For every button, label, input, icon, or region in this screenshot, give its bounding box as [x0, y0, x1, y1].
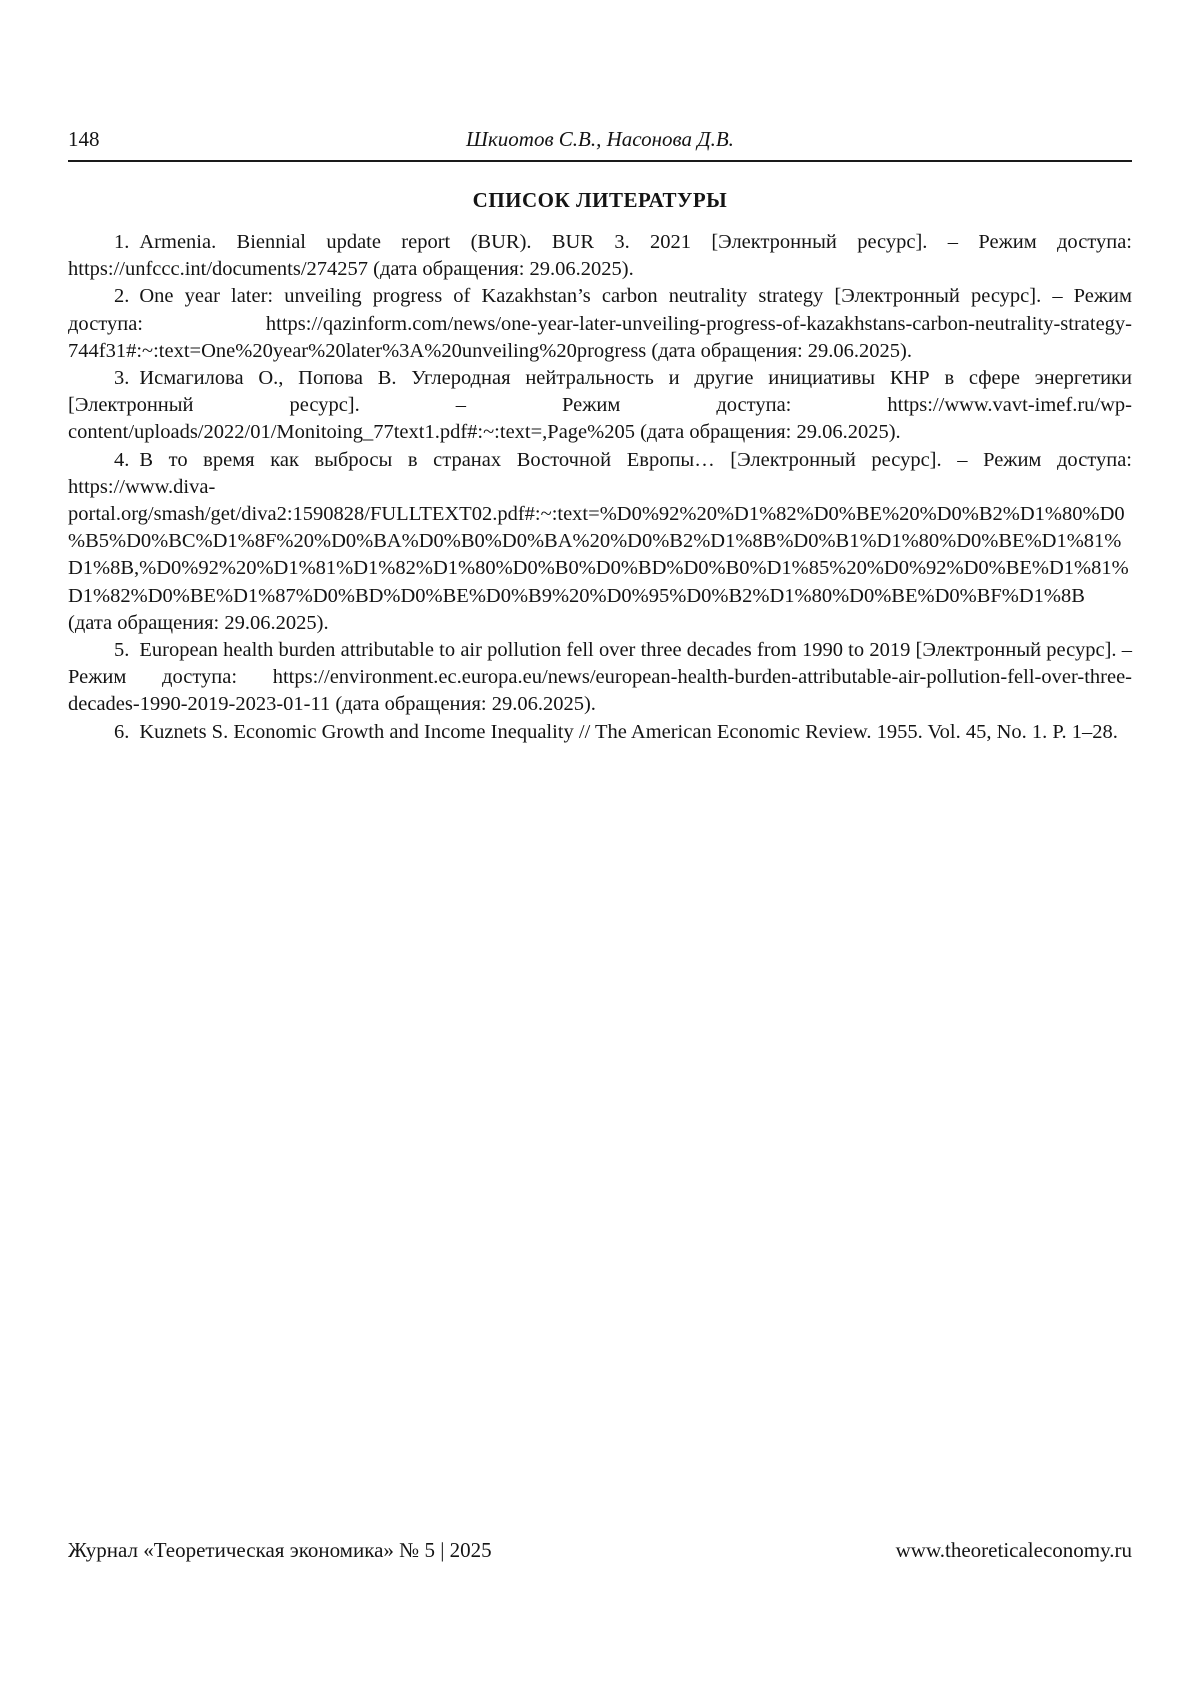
reference-text: European health burden attributable to air pollution fell over three decades from 1990 to 2019 [Электронный ресурс]. – Режим доступа: https://environment.ec.europa.eu/news/european-health-burden-attributable-air-pollution-fell-over-three-decades-1990-2019-2023-01-11 (дата обращения: 29.06.2025).: [68, 639, 1132, 716]
reference-text: Armenia. Biennial update report (BUR). BUR 3. 2021 [Электронный ресурс]. – Режим доступа: https://unfccc.int/documents/274257 (дата обращения: 29.06.2025).: [68, 231, 1132, 281]
reference-number: 2.: [114, 285, 130, 308]
reference-number: 5.: [114, 639, 130, 662]
reference-text: В то время как выбросы в странах Восточной Европы… [Электронный ресурс]. – Режим доступа: https://www.diva-portal.org/smash/get/diva2:1590828/FULLTEXT02.pdf#:~:text=%D0%92%20%D1%82%D0%BE%20%D0%B2%D1%80%D0%B5%D0%BC%D1%8F%20%D0%BA%D0%B0%D0%BA%20%D0%B2%D1%8B%D0%B1%D1%80%D0%BE%D1%81%D1%8B,%D0%92%20%D1%81%D1%82%D1%80%D0%B0%D0%BD%D0%B0%D1%85%20%D0%92%D0%BE%D1%81%D1%82%D0%BE%D1%87%D0%BD%D0%BE%D0%B9%20%D0%95%D0%B2%D1%80%D0%BE%D0%BF%D1%8B (дата обращения: 29.06.2025).: [68, 448, 1132, 634]
footer-website: www.theoreticaleconomy.ru: [895, 1538, 1132, 1562]
reference-item: [68, 637, 1132, 719]
reference-number: 3.: [114, 367, 130, 390]
page-footer: [68, 1538, 1132, 1563]
running-head-authors: Шкиотов С.В., Насонова Д.В.: [466, 127, 734, 151]
reference-text: Исмагилова О., Попова В. Углеродная нейтральность и другие инициативы КНР в сфере энергетики [Электронный ресурс]. – Режим доступа: https://www.vavt-imef.ru/wp-content/uploads/2022/01/Monitoing_77text1.pdf#:~:text=,Page%205 (дата обращения: 29.06.2025).: [68, 367, 1132, 444]
reference-text: One year later: unveiling progress of Kazakhstan’s carbon neutrality strategy [Электронный ресурс]. – Режим доступа: https://qazinform.com/news/one-year-later-unveiling-progress-of-kazakhstans-carbon-neutrality-strategy-744f31#:~:text=One%20year%20later%3A%20unveiling%20progress (дата обращения: 29.06.2025).: [68, 285, 1132, 362]
running-header: [68, 127, 1132, 152]
reference-item: [68, 447, 1132, 637]
reference-item: [68, 229, 1132, 283]
reference-list: [68, 229, 1132, 746]
reference-number: 6.: [114, 720, 130, 743]
reference-text: Kuznets S. Economic Growth and Income Inequality // The American Economic Review. 1955. Vol. 45, No. 1. P. 1–28.: [139, 720, 1118, 743]
reference-item: [68, 719, 1132, 746]
reference-number: 1.: [114, 231, 130, 253]
reference-number: 4.: [114, 448, 130, 471]
reference-item: [68, 365, 1132, 447]
page-number: 148: [68, 127, 100, 151]
section-title: СПИСОК ЛИТЕРАТУРЫ: [472, 188, 728, 212]
footer-journal-title: Журнал «Теоретическая экономика» № 5 | 2025: [68, 1538, 492, 1562]
reference-item: [68, 283, 1132, 365]
header-rule: [68, 160, 1132, 162]
